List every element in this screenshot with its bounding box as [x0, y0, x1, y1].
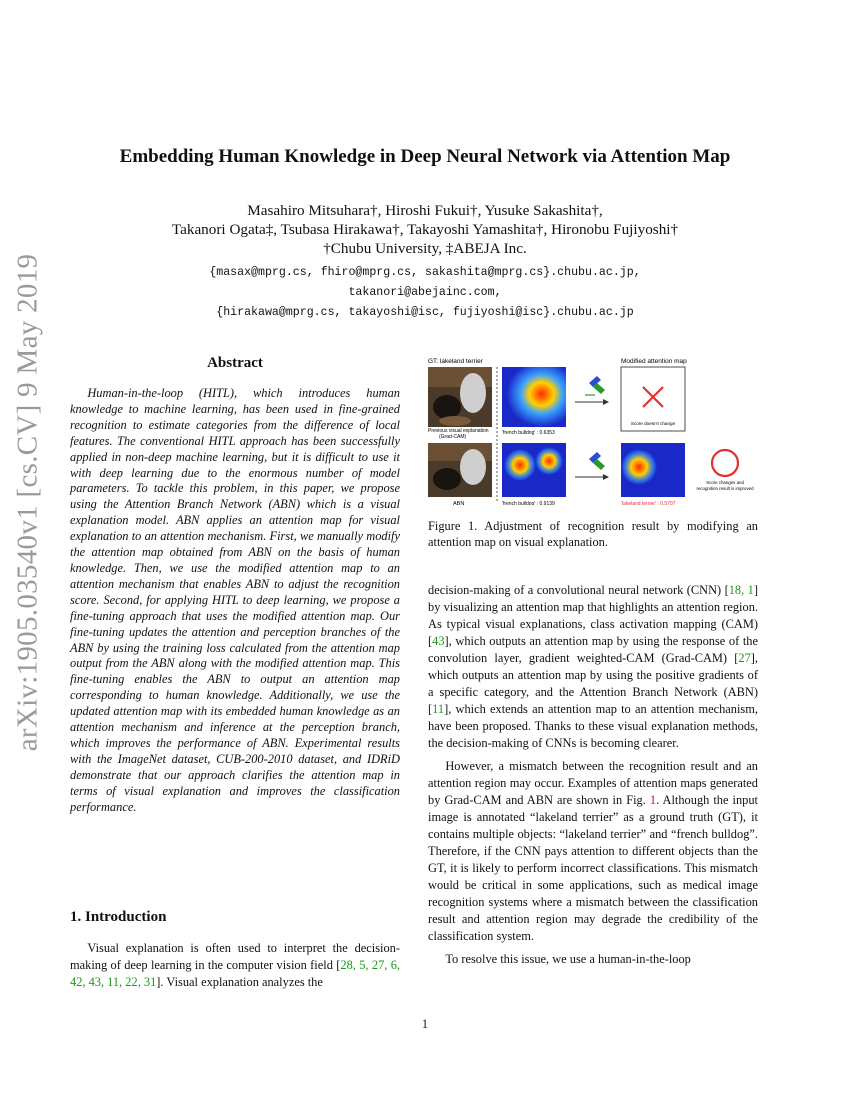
- body-paragraph: However, a mismatch between the recognition result and an attention region may occur. Examples of attention maps generated by Grad-CAM and ABN are shown in Fig. 1. Although the input image is annotated “lakeland terrier” as a ground truth (GT), it contains multiple objects: “lakeland terrier” and “french bulldog”. Therefore, if the CNN pays attention to different objects than the GT, it is likely to perform incorrect classifications. This mismatch would be critical in some applications, such as medical image recognition systems where a mismatch between the classification result and attention region may degrade the credibility of the classification system.: [428, 759, 758, 943]
- page-number: 1: [421, 1017, 429, 1031]
- email-line: takanori@abejainc.com,: [348, 286, 502, 299]
- pen-icon: [585, 376, 605, 395]
- email-line: {hirakawa@mprg.cs, takayoshi@isc, fujiyoshi@isc}.chubu.ac.jp: [216, 306, 634, 319]
- no-change-label: Score doesn't change: [630, 421, 676, 426]
- email-line: {masax@mprg.cs, fhiro@mprg.cs, sakashita@mprg.cs}.chubu.ac.jp,: [209, 266, 641, 279]
- modified-heatmap: [621, 443, 685, 497]
- heatmap-gradcam: [502, 367, 566, 427]
- arxiv-stamp: arXiv:1905.03540v1 [cs.CV] 9 May 2019: [11, 253, 44, 751]
- affiliation-line: †Chubu University, ‡ABEJA Inc.: [323, 240, 527, 257]
- input-photo-bottom: [428, 443, 492, 497]
- citation-link[interactable]: 43: [432, 634, 445, 648]
- citation-link[interactable]: 28, 5, 27, 6, 42, 43, 11, 22, 31: [70, 958, 401, 989]
- citation-link[interactable]: 11: [432, 702, 445, 716]
- arrow-icon: [575, 474, 609, 480]
- body-paragraph: To resolve this issue, we use a human-in-the-loop: [445, 952, 691, 966]
- score-abn: 'french bulldog' : 0.9139: [502, 501, 555, 505]
- gt-label: GT: lakeland terrier: [428, 358, 483, 365]
- heatmap-abn: [502, 443, 566, 497]
- modified-map-label: Modified attention map: [621, 358, 687, 365]
- arrow-icon: [575, 399, 609, 405]
- email-block: [0, 263, 850, 323]
- right-column-text: [428, 582, 758, 974]
- citation-link[interactable]: 18, 1: [728, 583, 754, 597]
- abstract-heading: Abstract: [207, 355, 263, 371]
- prev-visual-label: Previous visual explanation: [428, 428, 489, 434]
- improved-circle-icon: [712, 450, 738, 476]
- section-heading: 1. Introduction: [70, 909, 167, 925]
- intro-paragraph: Visual explanation is often used to interpret the decision-making of deep learning in the computer vision field [28, 5, 27, 6, 42, 43, 11, 22, 31]. Visual explanation analyzes the: [70, 941, 401, 989]
- figure-1: [425, 355, 760, 505]
- figure-caption: Figure 1. Adjustment of recognition result by modifying an attention map on visual explanation.: [428, 519, 758, 549]
- pen-icon: [589, 452, 605, 470]
- improved-label-2: recognition result is improved: [696, 486, 754, 491]
- score-gradcam: 'french bulldog' : 0.6353: [502, 430, 555, 436]
- author-line: Takanori Ogata‡, Tsubasa Hirakawa†, Takayoshi Yamashita†, Hironobu Fujiyoshi†: [171, 221, 679, 238]
- author-block: [0, 201, 850, 258]
- input-photo-top: [428, 367, 492, 427]
- figure-1-diagram: [425, 355, 760, 505]
- citation-link[interactable]: 27: [738, 651, 751, 665]
- body-paragraph: decision-making of a convolutional neural network (CNN) [18, 1] by visualizing an attention map that highlights an attention region. As typical visual explanations, class activation mapping (CAM) [43], which outputs an attention map by using the response of the convolution layer, gradient weighted-CAM (Grad-CAM) [27], which outputs an attention map by using the positive gradients of a specific category, and the Attention Branch Network (ABN) [11], which extends an attention map to an attention mechanism, have been proposed. Thanks to these visual explanation methods, the decision-making of CNNs is becoming clearer.: [428, 583, 758, 750]
- score-result: 'lakeland terrier' : 0.5707: [621, 501, 676, 505]
- paper-title: Embedding Human Knowledge in Deep Neural Network via Attention Map: [119, 146, 731, 167]
- abn-label: ABN: [453, 501, 465, 505]
- figure-link[interactable]: 1: [649, 793, 657, 807]
- abstract-text: Human-in-the-loop (HITL), which introduces human knowledge to machine learning, has been used in fine-grained recognition to estimate categories from the difference of local features. The conventional HITL approach has been successfully applied in non-deep machine learning, but it is difficult to use it with deep learning due to the enormous number of model parameters. To tackle this problem, in this paper, we propose using the Attention Branch Network (ABN) which is a visual explanation model. ABN applies an attention map for visual explanation to an attention mechanism. First, we manually modify the attention map obtained from ABN on the basis of human knowledge. Then, we use the modified attention map to an attention mechanism that enables ABN to adjust the recognition score. Second, for applying HITL to deep learning, we propose a fine-tuning approach that uses the modified attention map. Our fine-tuning updates the attention and perception branches of the ABN by using the training loss calculated from the attention map output from the ABN along with the modified attention map. This fine-tuning enables the ABN to output an attention map corresponding to human knowledge. Additionally, we use the updated attention map with its embedded human knowledge as an attention mechanism and inference at the perception branch, which improves the performance of ABN. Experimental results with the ImageNet dataset, CUB-200-2010 dataset, and IDRiD demonstrate that our approach clarifies the attention map in terms of visual explanation and improves the classification performance.: [70, 386, 400, 814]
- gradcam-label: (Grad-CAM): [439, 434, 467, 440]
- improved-label-1: Score changes and: [706, 480, 744, 485]
- author-line: Masahiro Mitsuhara†, Hiroshi Fukui†, Yusuke Sakashita†,: [247, 202, 603, 219]
